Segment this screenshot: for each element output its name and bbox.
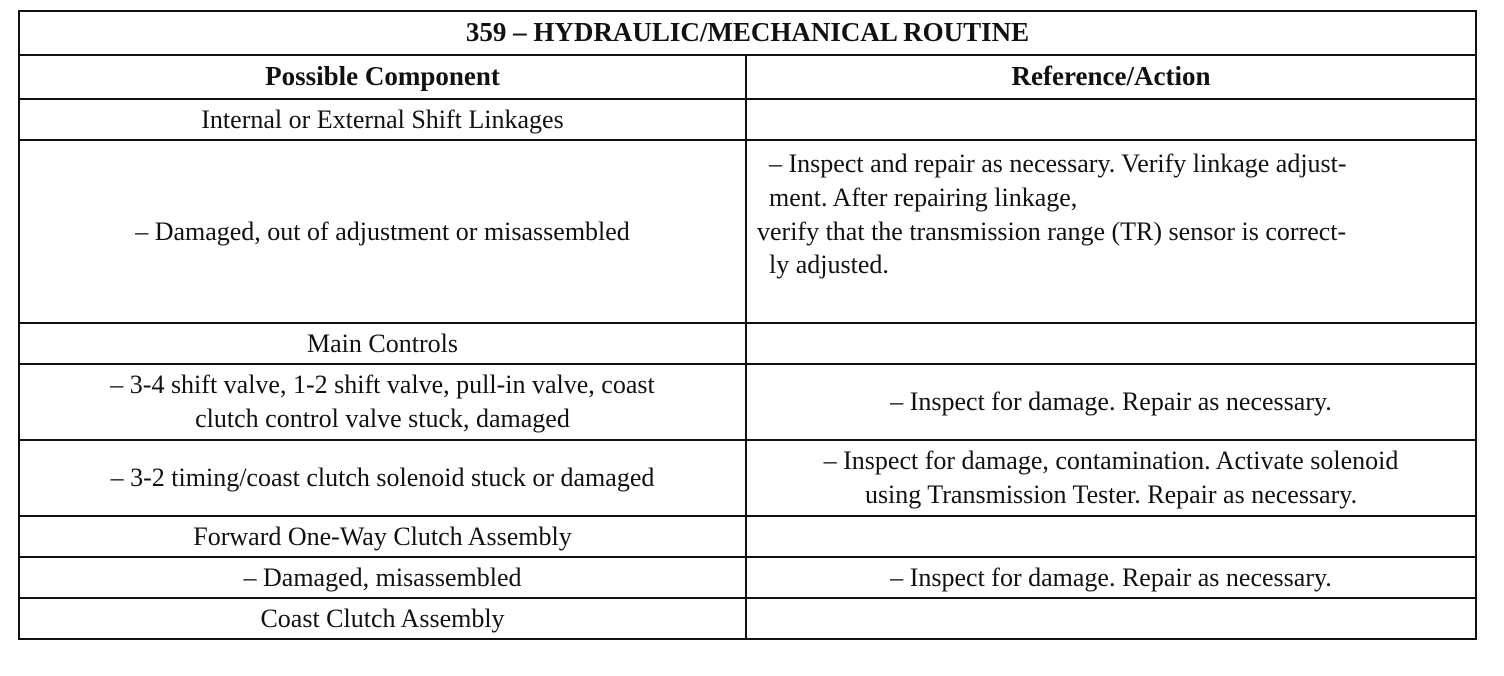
action-text: ment. After repairing linkage, [769,182,1078,212]
table-row [19,99,1476,140]
action-cell [746,323,1476,364]
component-cell [19,364,746,440]
table-row [19,598,1476,639]
component-text: Forward One-Way Clutch Assembly [193,521,572,551]
table-title: 359 – HYDRAULIC/MECHANICAL ROUTINE [19,11,1476,55]
header-row [19,55,1476,99]
table-row [19,557,1476,598]
action-text: – Inspect for damage. Repair as necessary. [890,562,1332,592]
action-cell [746,516,1476,557]
component-text: – Damaged, out of adjustment or misassembled [135,216,630,246]
action-text: ly adjusted. [769,250,889,280]
column-header-action: Reference/Action [746,55,1476,99]
action-cell [746,364,1476,440]
action-text: – Inspect for damage, contamination. Activate solenoid [823,446,1399,476]
component-cell [19,99,746,140]
component-cell [19,557,746,598]
component-cell [19,323,746,364]
component-text: – 3-4 shift valve, 1-2 shift valve, pull-in valve, coast [110,370,655,400]
action-text: verify that the transmission range (TR) sensor is correct- [757,216,1347,246]
table-row [19,323,1476,364]
component-cell [19,440,746,516]
table-row [19,516,1476,557]
action-cell [746,557,1476,598]
action-cell [746,99,1476,140]
component-text: Internal or External Shift Linkages [201,104,564,134]
table-row [19,364,1476,440]
action-cell [746,440,1476,516]
action-text: – Inspect and repair as necessary. Verify linkage adjust- [769,149,1347,178]
component-text: Coast Clutch Assembly [260,603,505,633]
action-text: using Transmission Tester. Repair as necessary. [864,480,1358,509]
component-cell [19,598,746,639]
component-text: Main Controls [307,328,458,358]
component-text: – Damaged, misassembled [243,562,522,592]
component-text: clutch control valve stuck, damaged [195,404,570,433]
table-row [19,140,1476,323]
routine-table [18,10,1477,640]
component-cell [19,140,746,323]
action-cell [746,598,1476,639]
action-text: – Inspect for damage. Repair as necessary. [890,387,1332,417]
action-cell [746,140,1476,323]
table-row [19,440,1476,516]
title-row [19,11,1476,55]
column-header-component: Possible Component [19,55,746,99]
component-text: – 3-2 timing/coast clutch solenoid stuck or damaged [110,463,655,493]
component-cell [19,516,746,557]
